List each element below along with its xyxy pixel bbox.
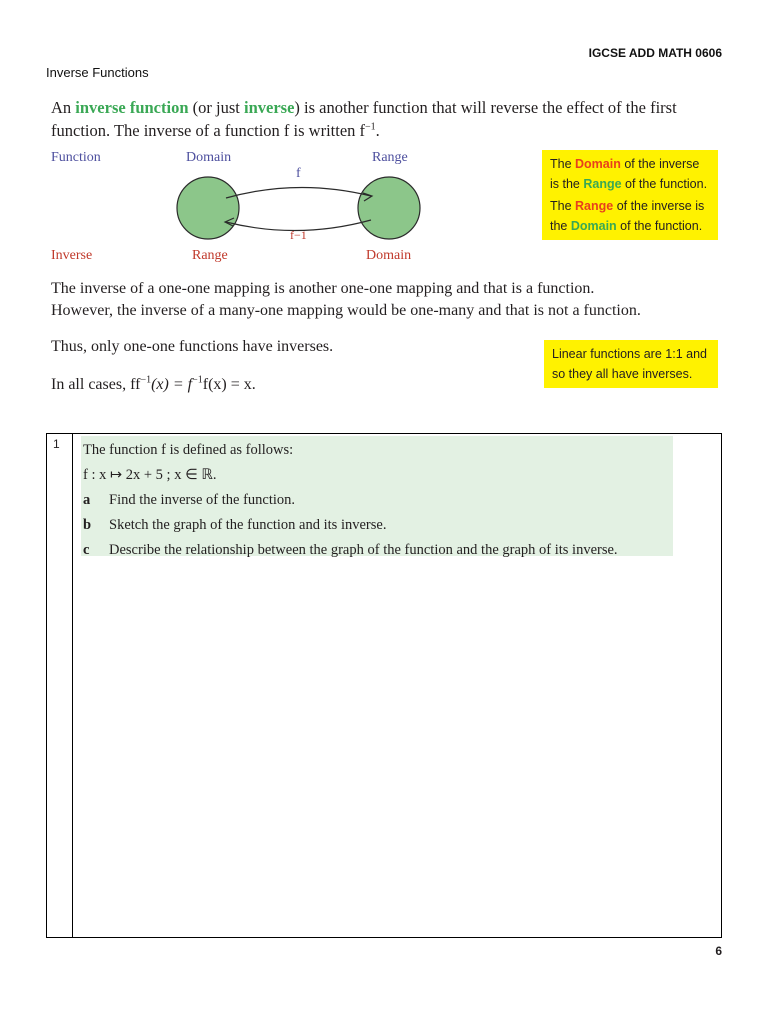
question-table — [46, 433, 722, 938]
course-title: IGCSE ADD MATH 0606 — [588, 46, 722, 60]
domain-label-top: Domain — [186, 150, 232, 165]
linear-callout-line1: Linear functions are 1:1 and — [552, 347, 707, 361]
intro-text-3: ) is another function that will reverse the effect of the first function. The inverse of a function f is written f — [51, 98, 677, 140]
domain-circle — [177, 177, 239, 239]
linear-callout-line2: so they all have inverses. — [552, 367, 693, 381]
intro-text-4: . — [375, 121, 380, 140]
question-item-b: b Sketch the graph of the function and its inverse. — [83, 517, 387, 533]
f-arrow — [226, 187, 371, 198]
paragraph-one-one: The inverse of a one-one mapping is another one-one mapping and that is a function. — [51, 280, 595, 297]
term-inverse: inverse — [243, 98, 295, 117]
paragraph-many-one: However, the inverse of a many-one mapping would be one-many and that is not a function. — [51, 302, 641, 319]
term-inverse-function: inverse function — [75, 98, 189, 117]
question-number: 1 — [47, 434, 73, 937]
linear-callout — [544, 340, 718, 388]
function-label: Function — [51, 150, 101, 165]
domain-label-bottom: Domain — [366, 248, 412, 263]
intro-paragraph — [51, 96, 691, 142]
question-intro: The function f is defined as follows: — [83, 442, 294, 458]
intro-text-1: An — [51, 98, 76, 117]
range-circle — [358, 177, 420, 239]
range-label-top: Range — [372, 150, 408, 165]
paragraph-thus: Thus, only one-one functions have inverses. — [51, 338, 334, 355]
superscript-minus-one: −1 — [365, 121, 376, 133]
question-item-c: c Describe the relationship between the graph of the function and the graph of its inverse. — [83, 542, 618, 558]
inverse-label: Inverse — [51, 248, 93, 263]
page-number: 6 — [715, 944, 722, 958]
range-label-bottom: Range — [192, 248, 228, 263]
finv-arrow-label: f−1 — [290, 228, 307, 242]
domain-range-callout: The Domain of the inverse is the Range of the function. The Range of the inverse is the Domain of the function. — [542, 150, 718, 240]
question-box — [81, 436, 673, 556]
f-arrow-label: f — [296, 166, 301, 181]
mapping-diagram — [46, 148, 426, 268]
topic-title: Inverse Functions — [46, 65, 149, 80]
question-item-a: a Find the inverse of the function. — [83, 492, 296, 508]
intro-text-2: (or just — [188, 98, 244, 117]
identity-statement: In all cases, $ff^{-1}(x) = f^{-1}f(x) = x$. — [51, 374, 256, 393]
question-definition: f : x ↦ 2x + 5 ; x ∈ ℝ. — [83, 467, 217, 483]
